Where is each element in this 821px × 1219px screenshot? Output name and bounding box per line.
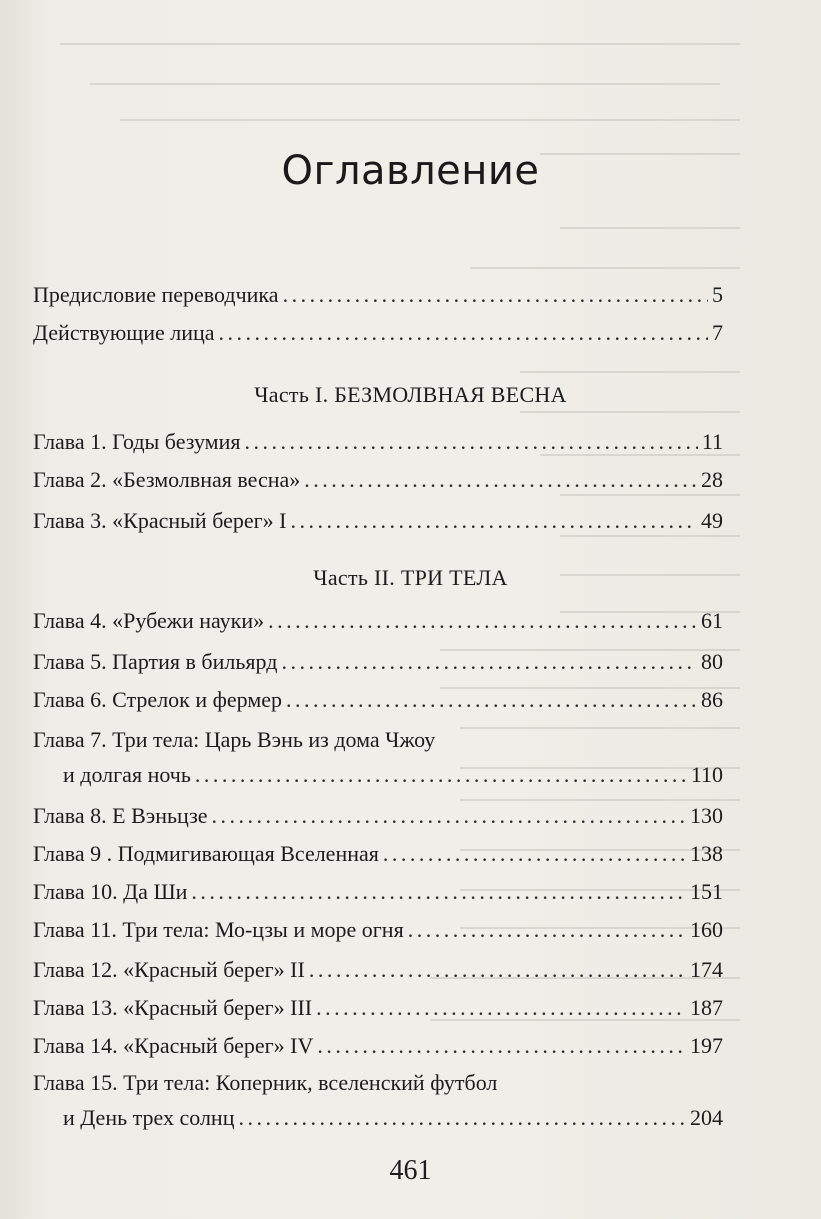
toc-entry-chapter-10[interactable]: [33, 878, 723, 906]
leader-dots: [268, 607, 697, 635]
toc-entry-chapter-4[interactable]: [33, 607, 723, 635]
leader-dots: [317, 1032, 686, 1060]
toc-entry-chapter-8[interactable]: [33, 802, 723, 830]
entry-title: Глава 1. Годы безумия: [33, 429, 241, 454]
leader-dots: [191, 878, 686, 906]
entry-title-continuation: и День трех солнц: [63, 1105, 235, 1130]
toc-entry-chapter-13[interactable]: [33, 994, 723, 1022]
entry-title-continuation: и долгая ночь: [63, 762, 191, 787]
leader-dots: [309, 956, 686, 984]
toc-entry-chapter-6[interactable]: [33, 686, 723, 714]
leader-dots: [304, 466, 697, 494]
entry-title: Предисловие переводчика: [33, 282, 279, 307]
toc-entry-chapter-15[interactable]: [63, 1104, 723, 1132]
entry-page: 204: [690, 1105, 723, 1130]
toc-entry-chapter-15-line1[interactable]: Глава 15. Три тела: Коперник, вселенский футбол: [33, 1070, 498, 1095]
toc-heading: Оглавление: [281, 148, 540, 194]
toc-entry-chapter-5[interactable]: [33, 648, 723, 676]
leader-dots: [238, 1104, 686, 1132]
entry-title: Глава 11. Три тела: Мо-цзы и море огня: [33, 917, 404, 942]
toc-entry-chapter-3[interactable]: [33, 507, 723, 535]
entry-title: Глава 8. Е Вэньцзе: [33, 803, 208, 828]
entry-title: Глава 2. «Безмолвная весна»: [33, 467, 301, 492]
leader-dots: [408, 916, 686, 944]
entry-page: 5: [712, 282, 723, 307]
toc-entry-preface[interactable]: [33, 281, 723, 309]
entry-page: 80: [701, 649, 723, 674]
entry-page: 11: [701, 429, 723, 454]
leader-dots: [219, 319, 708, 347]
leader-dots: [283, 281, 708, 309]
entry-page: 138: [690, 841, 723, 866]
toc-entry-chapter-9[interactable]: [33, 840, 723, 868]
entry-page: 151: [690, 879, 723, 904]
entry-page: 130: [690, 803, 723, 828]
entry-page: 61: [701, 608, 723, 633]
entry-page: 110: [690, 762, 723, 787]
part-title-1: Часть I. БЕЗМОЛВНАЯ ВЕСНА: [254, 382, 567, 407]
entry-page: 187: [690, 995, 723, 1020]
entry-title: Глава 13. «Красный берег» III: [33, 995, 313, 1020]
toc-entry-chapter-14[interactable]: [33, 1032, 723, 1060]
toc-entry-chapter-1[interactable]: [33, 428, 723, 456]
entry-title: Действующие лица: [33, 320, 215, 345]
entry-page: 28: [701, 467, 723, 492]
entry-title: Глава 5. Партия в бильярд: [33, 649, 278, 674]
leader-dots: [290, 507, 697, 535]
entry-title: Глава 3. «Красный берег» I: [33, 508, 287, 533]
entry-page: 197: [690, 1033, 723, 1058]
leader-dots: [245, 428, 698, 456]
toc-entry-chapter-7-line1[interactable]: Глава 7. Три тела: Царь Вэнь из дома Чжоу: [33, 727, 436, 752]
entry-title: Глава 6. Стрелок и фермер: [33, 687, 283, 712]
part-title-2: Часть II. ТРИ ТЕЛА: [313, 565, 508, 590]
entry-title: Глава 4. «Рубежи науки»: [33, 608, 265, 633]
toc-entry-chapter-12[interactable]: [33, 956, 723, 984]
leader-dots: [286, 686, 697, 714]
entry-title: Глава 9 . Подмигивающая Вселенная: [33, 841, 379, 866]
entry-title: Глава 12. «Красный берег» II: [33, 957, 305, 982]
entry-page: 174: [690, 957, 723, 982]
leader-dots: [212, 802, 686, 830]
toc-entry-chapter-7[interactable]: [63, 761, 723, 789]
leader-dots: [281, 648, 697, 676]
leader-dots: [383, 840, 686, 868]
entry-title: Глава 14. «Красный берег» IV: [33, 1033, 314, 1058]
leader-dots: [195, 761, 687, 789]
page-number: 461: [389, 1155, 432, 1186]
entry-page: 49: [701, 508, 723, 533]
entry-title: Глава 10. Да Ши: [33, 879, 188, 904]
toc-entry-chapter-11[interactable]: [33, 916, 723, 944]
entry-page: 86: [701, 687, 723, 712]
toc-entry-chapter-2[interactable]: [33, 466, 723, 494]
toc-entry-characters[interactable]: [33, 319, 723, 347]
entry-page: 160: [690, 917, 723, 942]
leader-dots: [316, 994, 686, 1022]
entry-page: 7: [712, 320, 723, 345]
